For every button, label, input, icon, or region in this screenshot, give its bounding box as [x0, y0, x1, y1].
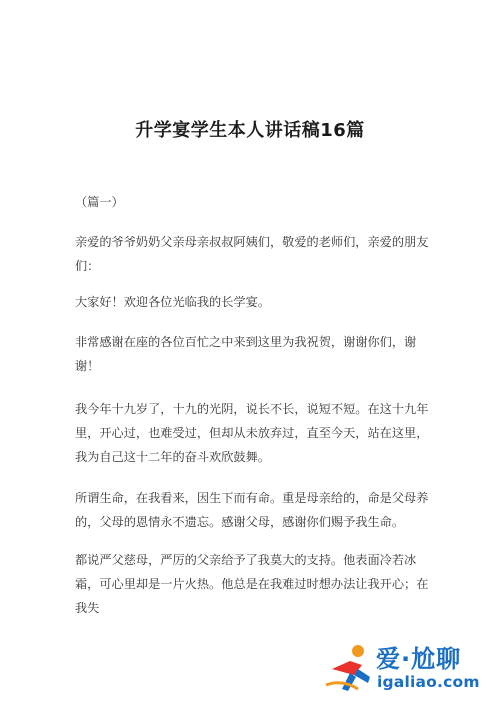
paragraph-thanks: 非常感谢在座的各位百忙之中来到这里为我祝贺，谢谢你们，谢谢！	[75, 335, 417, 373]
watermark-brand-text: 爱·尬聊	[376, 645, 462, 673]
paragraph-life: 所谓生命，在我看来，因生下而有命。重是母亲给的，命是父母养的，父母的恩情永不遗忘。感谢父母，感谢你们赐予我生命。	[75, 491, 429, 529]
paragraph-welcome: 大家好！欢迎各位光临我的长学宴。	[75, 295, 270, 309]
section-label: （篇一）	[75, 195, 124, 209]
watermark-logo	[322, 635, 492, 701]
paragraph-father: 都说严父慈母，严厉的父亲给予了我莫大的支持。他表面冷若冰霜，可心里却是一片火热。他总是在我难过时想办法让我开心；在我失	[75, 553, 429, 615]
paragraph-greeting: 亲爱的爷爷奶奶父亲母亲叔叔阿姨们，敬爱的老师们，亲爱的朋友们：	[75, 235, 429, 273]
document-title: 升学宴学生本人讲话稿16篇	[135, 120, 365, 141]
running-person-logo-icon	[322, 639, 380, 697]
paragraph-age: 我今年十九岁了，十九的光阴，说长不长，说短不短。在这十九年里，开心过，也难受过，但却从未放弃过，直至今天，站在这里，我为自己这十二年的奋斗欢欣鼓舞。	[75, 402, 429, 464]
watermark-url: igaliao.com	[377, 673, 480, 691]
